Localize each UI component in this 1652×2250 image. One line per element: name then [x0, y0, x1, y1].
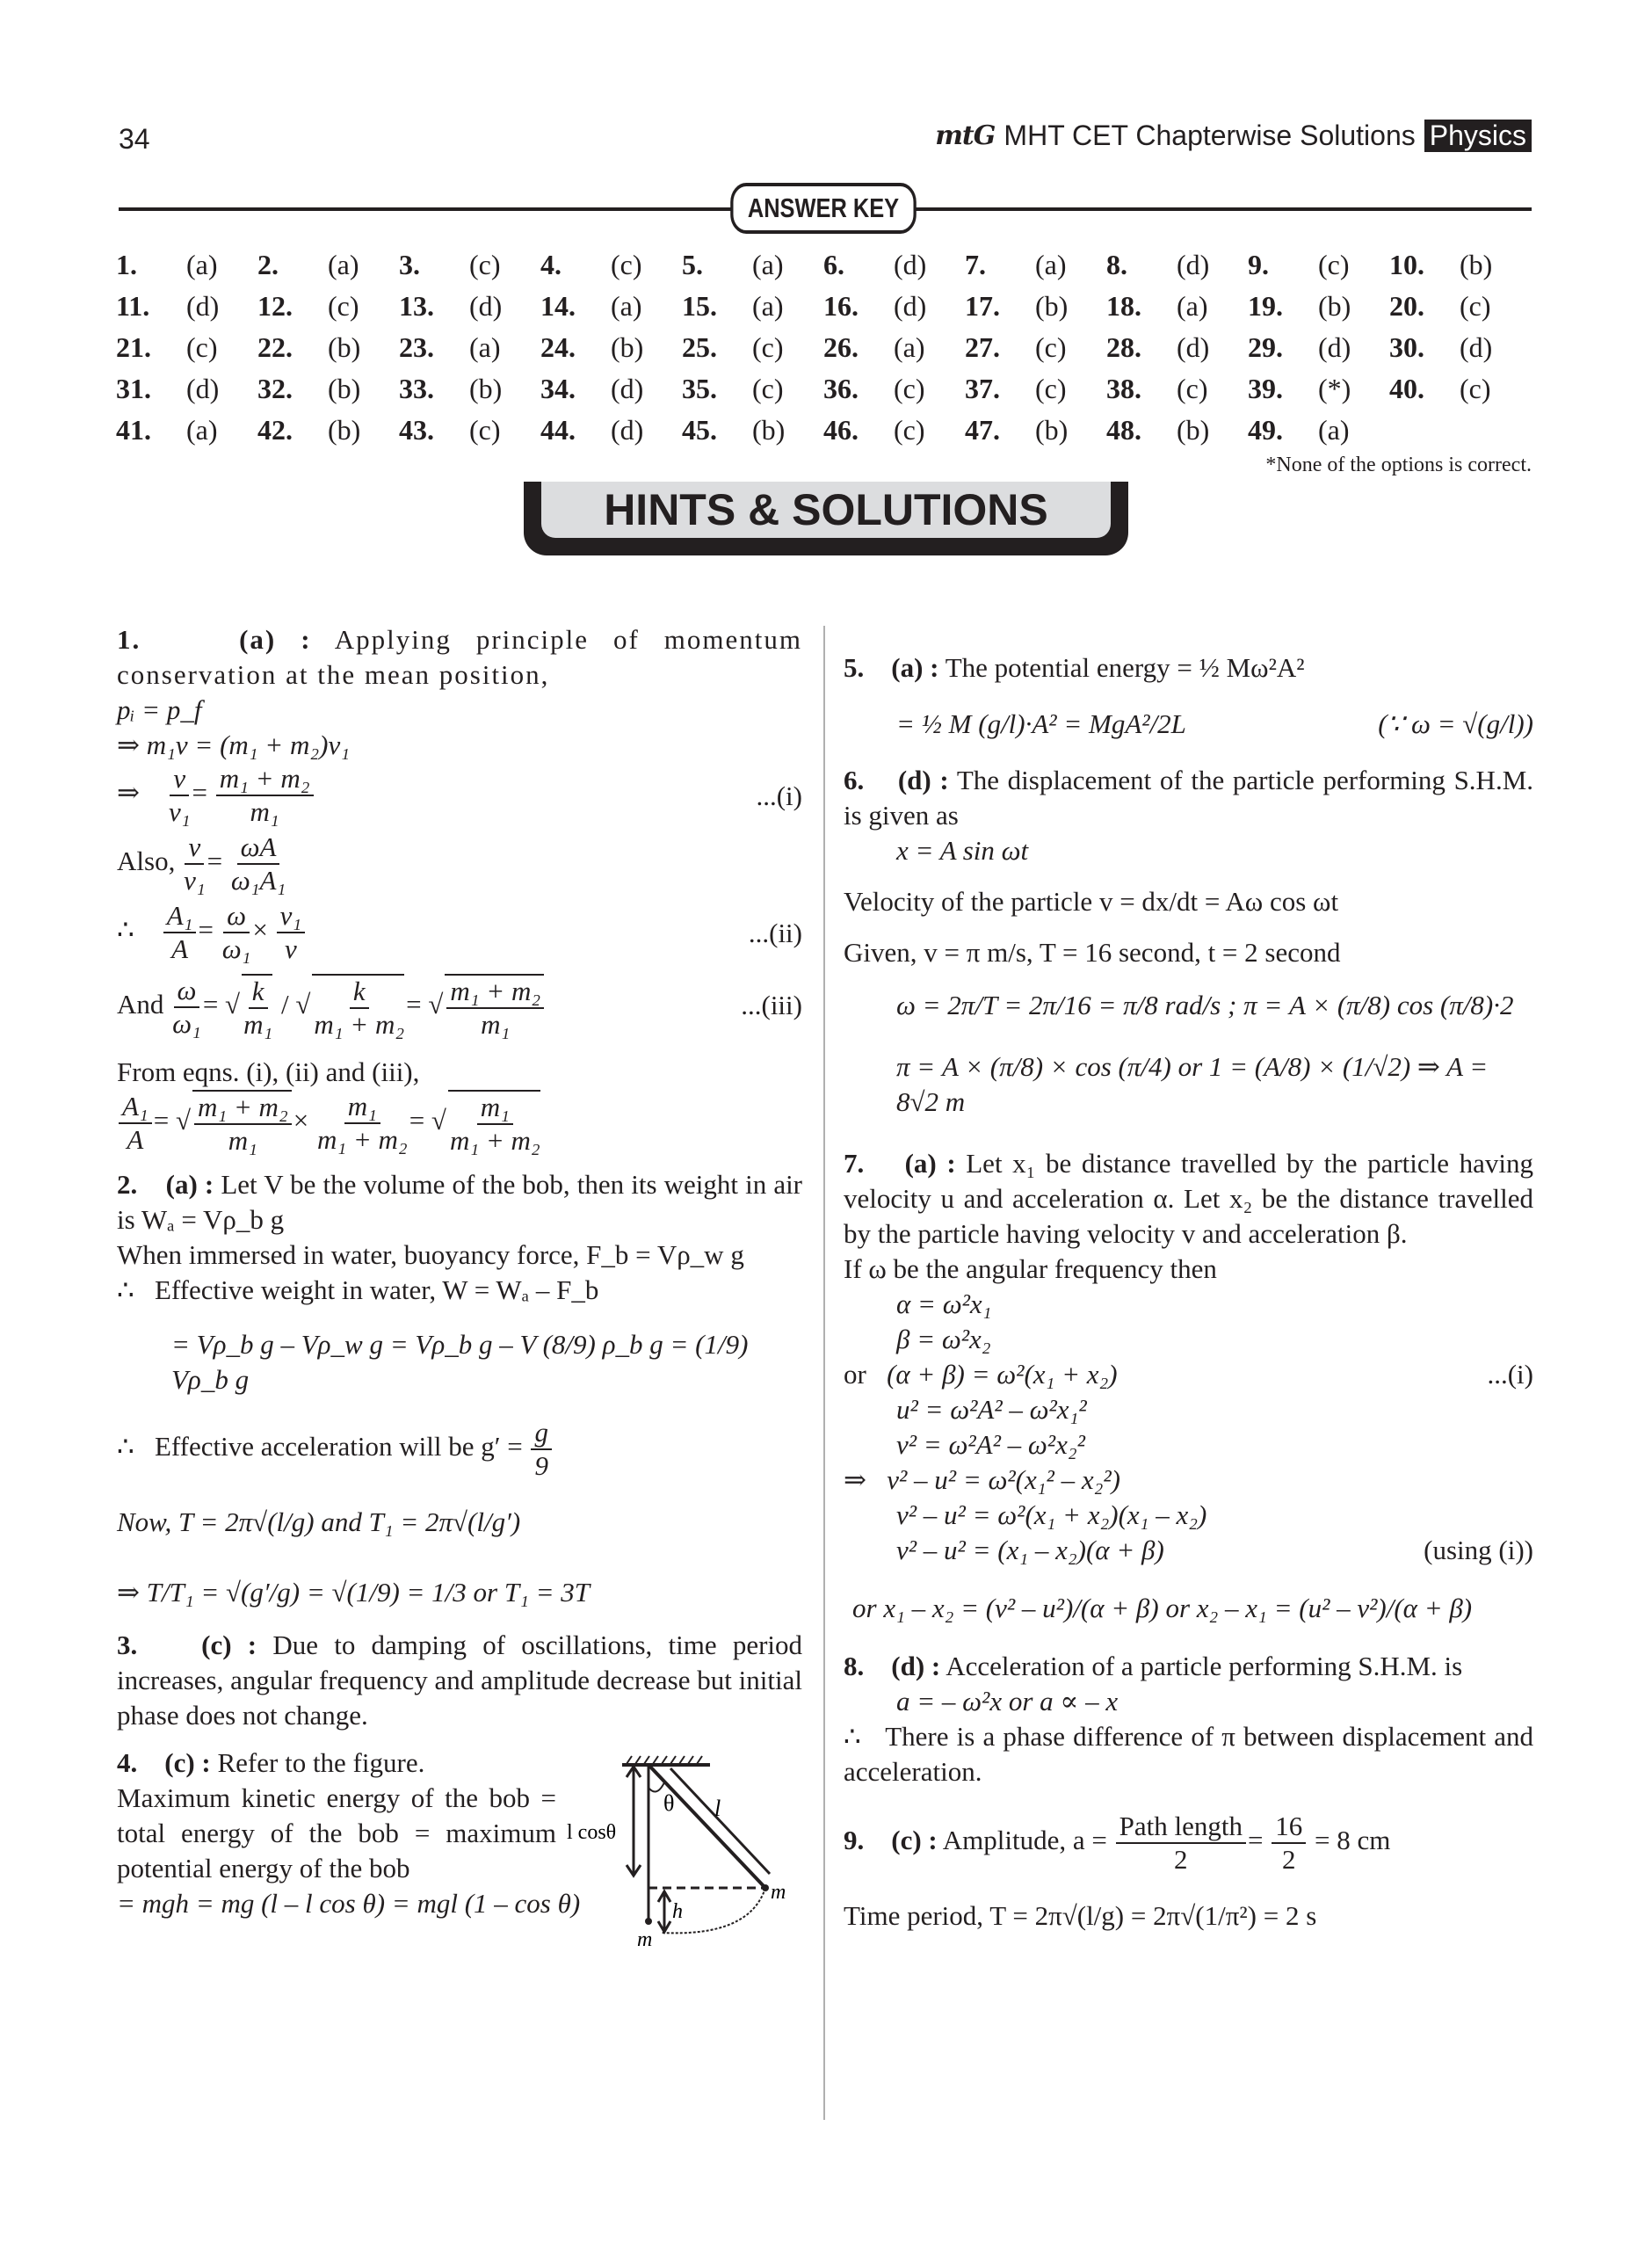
solution-answer: (d) : — [897, 765, 949, 795]
solution-text: Due to damping of oscillations, time period increases, angular frequency and amplitude decrease but initial phase does not change. — [117, 1629, 803, 1731]
text-line: From eqns. (i), (ii) and (iii), — [117, 1056, 420, 1087]
equation-line: ⇒ T/T₁ = √(g′/g) = √(1/9) = 1/3 or T₁ = 3T — [117, 1577, 591, 1608]
answer-question-number: 1. — [116, 249, 137, 280]
solution-2 — [117, 1167, 802, 1628]
text-line: There is a phase difference of π between displacement and acceleration. — [844, 1721, 1534, 1787]
fraction-denominator: ω₁ — [172, 1008, 201, 1039]
right-column — [844, 650, 1533, 1934]
fraction-denominator: v₁ — [184, 865, 206, 896]
fraction-denominator: ω₁ — [221, 933, 251, 964]
fraction-numerator: v — [185, 831, 204, 865]
lcos-label: l cosθ — [567, 1821, 617, 1844]
equation-note: (∵ ω = √(g/l)) — [1378, 708, 1533, 739]
publisher-logo: mtG — [935, 120, 996, 151]
equation-line: = mgh = mg (l – l cos θ) = mgl (1 – cos θ) — [117, 1888, 581, 1919]
fraction-numerator: m₁ + m₂ — [194, 1092, 292, 1125]
running-header — [935, 120, 1532, 152]
implies-symbol: ⇒ — [844, 1464, 866, 1495]
solution-number: 6. — [844, 765, 865, 795]
fraction-numerator: k — [350, 976, 369, 1009]
solution-text: Maximum kinetic energy of the bob = total energy of the bob = maximum potential energy of the bob — [117, 1782, 556, 1883]
fraction-numerator: m₁ + m₂ — [216, 763, 314, 796]
equation-line: v² – u² = ω²(x₁² – x₂²) — [887, 1464, 1120, 1495]
answer-question-number: 18. — [1106, 290, 1141, 322]
text-line: If ω be the angular frequency then — [844, 1253, 1217, 1284]
fraction-denominator: m₁ + m₂ — [316, 1124, 408, 1155]
answer-option: (d) — [894, 290, 927, 322]
answer-option: (d) — [186, 290, 220, 322]
answer-question-number: 17. — [965, 290, 1000, 322]
fraction-denominator: m₁ — [243, 1009, 273, 1040]
left-column — [117, 622, 803, 1951]
fraction-numerator: ωA — [237, 831, 280, 865]
answer-option: (a) — [186, 414, 218, 446]
answer-question-number: 28. — [1106, 331, 1141, 363]
implies-symbol: ⇒ — [117, 777, 140, 809]
answer-option: (d) — [186, 373, 220, 404]
answer-option: (d) — [1177, 331, 1210, 363]
equation-line: α = ω²x₁ — [896, 1288, 992, 1319]
answer-question-number: 47. — [965, 414, 1000, 446]
answer-option: (c) — [1035, 331, 1067, 363]
answer-question-number: 5. — [682, 249, 703, 280]
solution-text: Amplitude, a = — [942, 1825, 1107, 1856]
answer-question-number: 36. — [823, 373, 859, 404]
answer-option: (d) — [1177, 249, 1210, 280]
answer-option: (b) — [1318, 290, 1351, 322]
equation-label: Also, — [117, 846, 176, 877]
answer-option: (a) — [328, 249, 359, 280]
fraction-numerator: ω — [223, 900, 250, 933]
solution-text: Let x₁ be distance travelled by the particle having velocity u and acceleration α. Let x₂ be the distance travelled by the particle having velocity v and acceleration β. — [844, 1148, 1533, 1249]
solution-number: 4. — [117, 1747, 138, 1778]
equation-line: β = ω²x₂ — [896, 1324, 991, 1354]
bob-displaced — [762, 1884, 769, 1891]
fraction-denominator: 9 — [534, 1450, 548, 1481]
pendulum-figure — [567, 1735, 802, 1963]
equation-line: x = A sin ωt — [896, 835, 1029, 866]
answer-question-number: 21. — [116, 331, 151, 363]
answer-question-number: 40. — [1389, 373, 1424, 404]
answer-option: (b) — [328, 414, 361, 446]
solution-number: 9. — [844, 1825, 865, 1856]
column-divider — [823, 626, 825, 2120]
equation-tag: ...(ii) — [748, 918, 802, 948]
answer-question-number: 7. — [965, 249, 986, 280]
equation-line: (α + β) = ω²(x₁ + x₂) — [887, 1359, 1118, 1390]
solution-number: 5. — [844, 652, 865, 683]
solution-6 — [844, 763, 1533, 1146]
text-line: Effective acceleration will be g′ = — [154, 1431, 523, 1462]
fraction-denominator: A — [171, 933, 189, 964]
answer-question-number: 27. — [965, 331, 1000, 363]
answer-key-title: ANSWER KEY — [730, 183, 917, 234]
answer-option: (c) — [328, 290, 359, 322]
solution-9: 9. (c) : Amplitude, a = $\frac{\text{Path length}}{2}$ = $\frac{16}{2}$ = 8 cm Time period, T = 2π√(l/g) = 2π√(1/π²) = 2 s — [844, 1811, 1533, 1934]
answer-option: (a) — [1318, 414, 1350, 446]
length-label: l — [714, 1796, 721, 1821]
answer-option: (c) — [1035, 373, 1067, 404]
answer-key-footnote: *None of the options is correct. — [1265, 454, 1532, 476]
fraction-numerator: A₁ — [119, 1091, 152, 1124]
answer-option: (c) — [1460, 373, 1491, 404]
answer-question-number: 22. — [257, 331, 293, 363]
solution-4 — [117, 1746, 802, 1951]
length-arrow — [670, 1768, 770, 1874]
answer-option: (b) — [328, 373, 361, 404]
therefore-symbol: ∴ — [117, 1431, 134, 1462]
answer-question-number: 38. — [1106, 373, 1141, 404]
fraction-denominator: v — [284, 933, 297, 964]
solution-number: 8. — [844, 1651, 865, 1681]
answer-option: (d) — [611, 373, 644, 404]
equation-line: ⇒ m₁v = (m₁ + m₂)v₁ — [117, 729, 350, 760]
answer-option: (d) — [1460, 331, 1493, 363]
answer-option: (b) — [1460, 249, 1493, 280]
equation-line: = ½ M (g/l)·A² = MgA²/2L — [896, 708, 1186, 739]
equation-line: u² = ω²A² – ω²x₁² — [896, 1394, 1087, 1425]
solution-answer: (a) : — [239, 624, 312, 655]
answer-key-grid — [116, 244, 1540, 451]
answer-option: (*) — [1318, 373, 1351, 404]
answer-question-number: 41. — [116, 414, 151, 446]
answer-option: (c) — [894, 373, 925, 404]
fraction-denominator: v₁ — [168, 796, 191, 827]
answer-question-number: 23. — [399, 331, 434, 363]
solution-answer: (c) : — [164, 1747, 211, 1778]
solution-number: 7. — [844, 1148, 865, 1179]
answer-question-number: 46. — [823, 414, 859, 446]
answer-question-number: 10. — [1389, 249, 1424, 280]
equation-line: ⇒ $\frac{v}{\text{v₁}}$ = $\frac{\text{m₁ + m₂}}{\text{m₁}}$ ...(i) — [117, 763, 802, 827]
answer-option: (b) — [469, 373, 503, 404]
fraction-denominator: m₁ — [228, 1125, 257, 1156]
answer-option: (a) — [752, 290, 784, 322]
answer-question-number: 14. — [540, 290, 576, 322]
fraction-denominator: m₁ + m₂ — [314, 1009, 405, 1040]
answer-option: (d) — [894, 249, 927, 280]
text-line: Given, v = π m/s, T = 16 second, t = 2 second — [844, 937, 1341, 968]
answer-option: (c) — [469, 249, 501, 280]
answer-option: (b) — [752, 414, 786, 446]
equation-line: π = A × (π/8) × cos (π/4) or 1 = (A/8) × (1/√2) ⇒ A = 8√2 m — [896, 1051, 1489, 1117]
subject-badge: Physics — [1424, 120, 1532, 152]
answer-option: (b) — [611, 331, 644, 363]
fraction-denominator: 2 — [1281, 1844, 1296, 1875]
answer-option: (c) — [752, 331, 784, 363]
equation-line: v² – u² = (x₁ – x₂)(α + β) — [896, 1535, 1164, 1565]
equation-line: a = – ω²x or a ∝ – x — [896, 1686, 1119, 1717]
mass-label: m — [771, 1881, 786, 1904]
equation-line: Time period, T = 2π√(l/g) = 2π√(1/π²) = 2 s — [844, 1900, 1317, 1931]
answer-question-number: 24. — [540, 331, 576, 363]
solution-answer: (a) : — [165, 1169, 214, 1200]
answer-question-number: 35. — [682, 373, 717, 404]
mass-label-bottom: m — [637, 1928, 653, 1951]
answer-question-number: 16. — [823, 290, 859, 322]
fraction-denominator: m₁ — [481, 1009, 511, 1040]
solution-text: Let V be the volume of the bob, then its weight in air is Wₐ = Vρ_b g — [117, 1169, 803, 1235]
fraction-numerator: g — [531, 1417, 552, 1450]
solution-answer: (c) : — [201, 1629, 257, 1660]
answer-option: (a) — [1035, 249, 1067, 280]
fraction-numerator: m₁ + m₂ — [446, 976, 544, 1009]
answer-question-number: 13. — [399, 290, 434, 322]
fraction-numerator: 16 — [1272, 1811, 1306, 1844]
therefore-symbol: ∴ — [117, 914, 134, 946]
bob-rest — [645, 1918, 652, 1925]
theta-label: θ — [663, 1790, 675, 1816]
answer-option: (a) — [469, 331, 501, 363]
answer-question-number: 44. — [540, 414, 576, 446]
fraction-numerator: k — [249, 976, 268, 1009]
answer-question-number: 19. — [1248, 290, 1283, 322]
therefore-symbol: ∴ — [117, 1274, 134, 1305]
answer-option: (c) — [1460, 290, 1491, 322]
equation-line: v² – u² = ω²(x₁ + x₂)(x₁ – x₂) — [896, 1499, 1207, 1530]
answer-question-number: 12. — [257, 290, 293, 322]
fraction-numerator: m₁ — [344, 1091, 380, 1124]
result-text: = 8 cm — [1314, 1825, 1391, 1856]
answer-question-number: 48. — [1106, 414, 1141, 446]
fraction-denominator: m₁ + m₂ — [449, 1125, 540, 1156]
displaced-string — [648, 1765, 765, 1888]
answer-question-number: 42. — [257, 414, 293, 446]
answer-question-number: 37. — [965, 373, 1000, 404]
answer-option: (a) — [752, 249, 784, 280]
answer-question-number: 30. — [1389, 331, 1424, 363]
answer-option: (a) — [611, 290, 642, 322]
or-label: or — [844, 1359, 866, 1390]
equation-label: And — [117, 989, 164, 1020]
answer-question-number: 31. — [116, 373, 151, 404]
answer-option: (b) — [328, 331, 361, 363]
answer-option: (a) — [186, 249, 218, 280]
solution-text: Acceleration of a particle performing S.H.M. is — [946, 1651, 1463, 1681]
fraction-denominator: 2 — [1174, 1844, 1188, 1875]
answer-option: (b) — [1035, 290, 1069, 322]
equation-line: ∴ $\frac{\text{A₁}}{A}$ = $\frac{\omega}{\text{ω₁}}$ × $\frac{\text{v₁}}{v}$ ...(ii) — [117, 900, 802, 964]
answer-question-number: 9. — [1248, 249, 1269, 280]
equation-line: Also, $\frac{v}{\text{v₁}}$ = $\frac{\omega A}{\text{ω₁A₁}}$ — [117, 831, 286, 896]
answer-question-number: 39. — [1248, 373, 1283, 404]
answer-option: (d) — [1318, 331, 1351, 363]
answer-question-number: 32. — [257, 373, 293, 404]
equation-line: Velocity of the particle v = dx/dt = Aω cos ωt — [844, 886, 1339, 917]
equation-line: v² = ω²A² – ω²x₂² — [896, 1429, 1085, 1460]
answer-option: (d) — [611, 414, 644, 446]
answer-question-number: 29. — [1248, 331, 1283, 363]
equation-line: = Vρ_b g – Vρ_w g = Vρ_b g – V (8/9) ρ_b g = (1/9) Vρ_b g — [171, 1329, 749, 1395]
fraction-denominator: ω₁A₁ — [230, 865, 286, 896]
answer-question-number: 6. — [823, 249, 844, 280]
solution-7 — [844, 1146, 1533, 1649]
answer-question-number: 11. — [116, 290, 150, 322]
answer-option: (c) — [894, 414, 925, 446]
solution-text: Refer to the figure. — [217, 1747, 425, 1778]
equation-line: pᵢ = p_f — [117, 694, 202, 725]
solution-text: The displacement of the particle performing S.H.M. is given as — [844, 765, 1534, 831]
answer-question-number: 34. — [540, 373, 576, 404]
fraction-numerator: ω — [174, 975, 200, 1008]
answer-question-number: 49. — [1248, 414, 1283, 446]
equation-tag: ...(iii) — [741, 990, 802, 1020]
solution-8 — [844, 1649, 1533, 1789]
fraction-numerator: v₁ — [277, 900, 306, 933]
equation-line: ω = 2π/T = 2π/16 = π/8 rad/s ; π = A × (π/8) cos (π/8)·2 — [896, 990, 1514, 1020]
answer-option: (c) — [752, 373, 784, 404]
equation-line: And $\frac{\omega}{\text{ω₁}}$ = √ $\frac{k}{\text{m₁}}$ / √ $\frac{k}{\text{m₁ + m₂}}$ = √ $\frac{\text{m₁ + m₂}}{\text{m₁}}$ ...(iii) — [117, 975, 802, 1040]
answer-option: (b) — [1177, 414, 1210, 446]
equation-line: or x₁ – x₂ = (v² – u²)/(α + β) or x₂ – x₁ = (u² – v²)/(α + β) — [852, 1593, 1473, 1623]
height-label: h — [672, 1900, 683, 1923]
fraction-numerator: v — [170, 763, 189, 796]
answer-question-number: 26. — [823, 331, 859, 363]
answer-question-number: 45. — [682, 414, 717, 446]
solution-answer: (a) : — [891, 652, 939, 683]
answer-option: (c) — [1318, 249, 1350, 280]
fraction-numerator: A₁ — [163, 900, 197, 933]
therefore-symbol: ∴ — [844, 1721, 861, 1752]
answer-question-number: 3. — [399, 249, 420, 280]
answer-option: (c) — [186, 331, 218, 363]
page-number: 34 — [119, 123, 150, 155]
answer-option: (a) — [1177, 290, 1208, 322]
answer-option: (c) — [611, 249, 642, 280]
text-line: Effective weight in water, W = Wₐ – F_b — [154, 1274, 599, 1305]
answer-option: (c) — [469, 414, 501, 446]
answer-question-number: 33. — [399, 373, 434, 404]
solution-1 — [117, 622, 802, 1167]
answer-option: (a) — [894, 331, 925, 363]
ceiling-hatch — [627, 1756, 702, 1764]
equation-tag: ...(i) — [1487, 1359, 1533, 1390]
equation-line: $\frac{\text{A₁}}{A}$ = √ $\frac{\text{m₁ + m₂}}{\text{m₁}}$ × $\frac{\text{m₁}}{\text{m₁ + m₂}}$ = √ $\frac{\text{m₁}}{\text{m₁ + m₂}}$ — [117, 1090, 802, 1167]
fraction-denominator: A — [127, 1124, 144, 1155]
answer-option: (b) — [1035, 414, 1069, 446]
answer-question-number: 2. — [257, 249, 279, 280]
solution-number: 3. — [117, 1629, 138, 1660]
solution-number: 1. — [117, 624, 141, 655]
equation-tag: ...(i) — [756, 780, 802, 811]
answer-option: (c) — [1177, 373, 1208, 404]
answer-question-number: 15. — [682, 290, 717, 322]
equation-tag: (using (i)) — [1424, 1535, 1533, 1565]
answer-question-number: 43. — [399, 414, 434, 446]
solution-number: 2. — [117, 1169, 138, 1200]
solution-answer: (d) : — [891, 1651, 941, 1681]
fraction-numerator: Path length — [1116, 1811, 1246, 1844]
equation-line: Now, T = 2π√(l/g) and T₁ = 2π√(l/g′) — [117, 1506, 521, 1537]
text-line: When immersed in water, buoyancy force, F_b = Vρ_w g — [117, 1239, 744, 1270]
solution-text: Applying principle of momentum conservation at the mean position, — [117, 624, 802, 690]
answer-option: (d) — [469, 290, 503, 322]
answer-question-number: 25. — [682, 331, 717, 363]
answer-question-number: 8. — [1106, 249, 1127, 280]
solution-answer: (c) : — [891, 1825, 938, 1856]
solution-text: The potential energy = ½ Mω²A² — [945, 652, 1305, 683]
fraction-denominator: m₁ — [250, 796, 279, 827]
solution-5 — [844, 650, 1533, 763]
answer-question-number: 20. — [1389, 290, 1424, 322]
solution-3 — [117, 1628, 802, 1733]
fraction-numerator: m₁ — [477, 1092, 513, 1125]
solution-answer: (a) : — [904, 1148, 956, 1179]
book-title: MHT CET Chapterwise Solutions — [1004, 120, 1416, 151]
hints-title: HINTS & SOLUTIONS — [541, 482, 1111, 538]
answer-question-number: 4. — [540, 249, 562, 280]
